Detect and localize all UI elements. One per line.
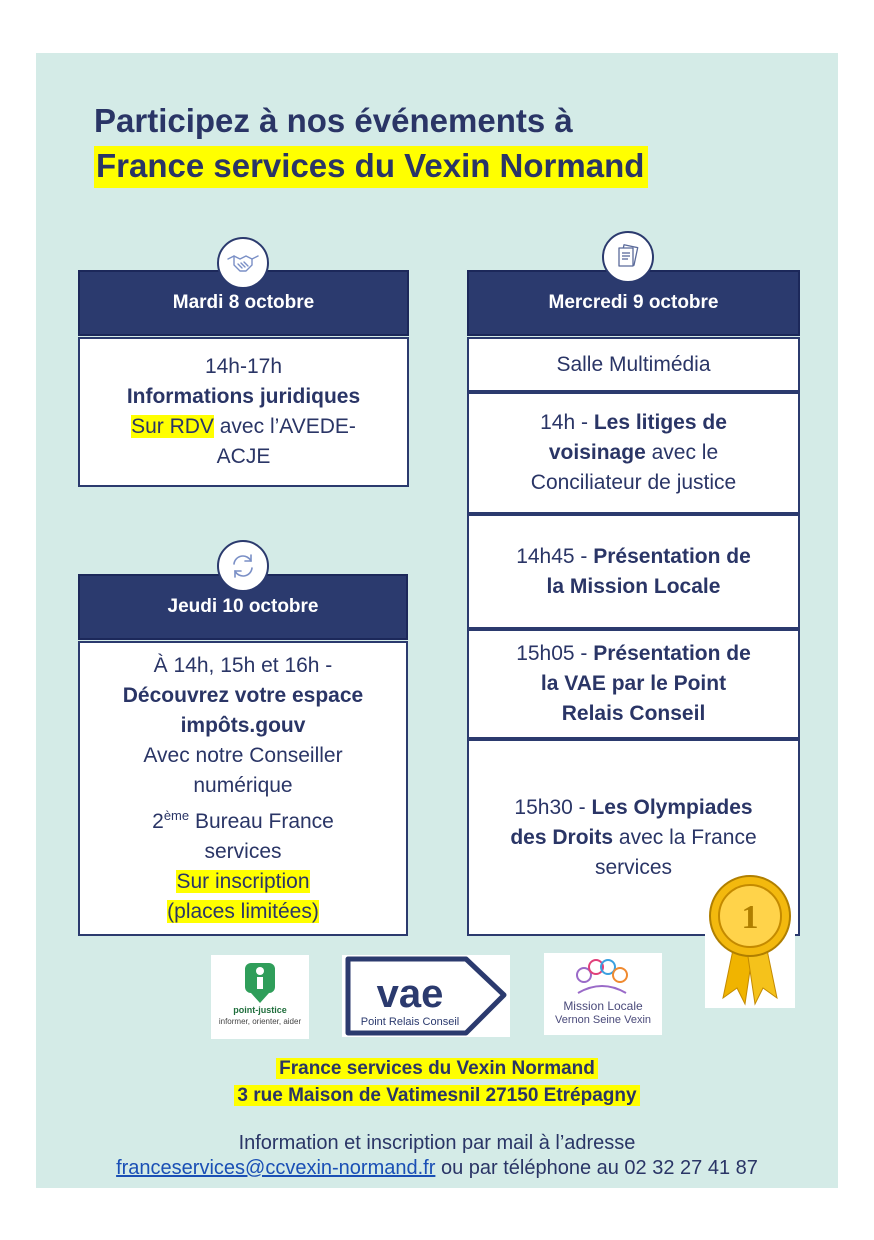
event-4-time: 15h30 - bbox=[514, 796, 592, 819]
footer-address-2-text: 3 rue Maison de Vatimesnil 27150 Etrépagny bbox=[234, 1085, 639, 1106]
page-title-line1: Participez à nos événements à bbox=[94, 102, 573, 139]
tuesday-with-line bbox=[131, 412, 356, 442]
mission-locale-line2: Vernon Seine Vexin bbox=[554, 1014, 652, 1026]
thursday-place-1 bbox=[152, 801, 334, 837]
event-4-line-1 bbox=[514, 793, 752, 823]
event-3-line-2: la VAE par le Point bbox=[540, 672, 727, 695]
tuesday-time: 14h-17h bbox=[204, 355, 283, 378]
thursday-with-1: Avec notre Conseiller bbox=[143, 743, 343, 767]
wednesday-event-3 bbox=[467, 629, 800, 739]
event-4-line-2 bbox=[510, 823, 756, 853]
tuesday-rdv-badge: Sur RDV bbox=[131, 415, 214, 438]
vae-subtitle: Point Relais Conseil bbox=[360, 1016, 460, 1028]
wednesday-event-2 bbox=[467, 514, 800, 629]
point-justice-logo bbox=[211, 955, 309, 1039]
event-4-rest-a: avec la France bbox=[613, 826, 757, 849]
event-1-line-1 bbox=[540, 408, 727, 438]
thursday-times: À 14h, 15h et 16h - bbox=[153, 653, 333, 677]
thursday-reg-2: (places limitées) bbox=[167, 899, 319, 923]
medal-icon bbox=[705, 870, 795, 1008]
thursday-topic-1: Découvrez votre espace bbox=[122, 683, 364, 707]
event-1-line-3: Conciliateur de justice bbox=[530, 471, 737, 494]
tuesday-with: avec l’AVEDE- bbox=[213, 415, 356, 438]
thursday-event-box bbox=[78, 641, 408, 936]
documents-icon bbox=[602, 231, 654, 283]
thursday-with-2: numérique bbox=[193, 773, 293, 797]
event-1-title-a: Les litiges de bbox=[593, 411, 727, 434]
thursday-reg-1: Sur inscription bbox=[176, 869, 310, 893]
point-justice-tagline: informer, orienter, aider bbox=[218, 1017, 302, 1026]
event-3-title-a: Présentation de bbox=[593, 642, 751, 665]
event-4-title-b: des Droits bbox=[510, 826, 614, 849]
footer-info: Information et inscription par mail à l’adresse bbox=[238, 1132, 636, 1154]
event-2-title-a: Présentation de bbox=[593, 544, 751, 568]
event-2-line-2: la Mission Locale bbox=[546, 574, 721, 598]
footer-address-2 bbox=[0, 1085, 874, 1107]
thursday-place-num: 2 bbox=[152, 809, 164, 833]
event-1-rest-a: avec le bbox=[645, 441, 719, 464]
wednesday-room: Salle Multimédia bbox=[556, 352, 711, 376]
event-2-line-1 bbox=[516, 542, 751, 572]
event-4-title-a: Les Olympiades bbox=[591, 796, 753, 819]
event-3-line-1 bbox=[516, 639, 751, 669]
wednesday-header-label: Mercredi 9 octobre bbox=[548, 292, 719, 313]
tuesday-event-box bbox=[78, 337, 409, 487]
medal-number: 1 bbox=[741, 899, 759, 936]
tuesday-org: ACJE bbox=[216, 445, 271, 468]
point-justice-name: point-justice bbox=[233, 1005, 287, 1015]
event-4-line-3: services bbox=[594, 856, 673, 879]
mission-locale-line1: Mission Locale bbox=[563, 999, 643, 1013]
vae-logo bbox=[342, 955, 510, 1037]
event-3-time: 15h05 - bbox=[516, 642, 594, 665]
event-1-line-2 bbox=[549, 438, 718, 468]
footer-contact bbox=[0, 1157, 874, 1180]
event-2-time: 14h45 - bbox=[516, 544, 594, 568]
footer-address-1-text: France services du Vexin Normand bbox=[276, 1058, 598, 1079]
footer-phone: ou par téléphone au 02 32 27 41 87 bbox=[435, 1157, 758, 1179]
thursday-place-sup: ème bbox=[163, 807, 190, 823]
page-title-line2: France services du Vexin Normand bbox=[94, 146, 648, 188]
email-link[interactable]: franceservices@ccvexin-normand.fr bbox=[116, 1157, 436, 1179]
refresh-icon bbox=[217, 540, 269, 592]
thursday-registration-2 bbox=[167, 897, 319, 927]
footer-address-1 bbox=[0, 1058, 874, 1080]
thursday-header-label: Jeudi 10 octobre bbox=[167, 596, 319, 617]
event-1-time: 14h - bbox=[540, 411, 594, 434]
event-1-title-b: voisinage bbox=[548, 441, 646, 464]
handshake-icon bbox=[217, 237, 269, 289]
mission-locale-logo bbox=[544, 953, 662, 1035]
tuesday-header-label: Mardi 8 octobre bbox=[172, 292, 315, 313]
thursday-topic-2: impôts.gouv bbox=[180, 713, 306, 737]
wednesday-room-box bbox=[467, 337, 800, 392]
vae-wordmark: vae bbox=[376, 972, 444, 1016]
thursday-place-2: services bbox=[204, 839, 282, 863]
wednesday-event-1 bbox=[467, 392, 800, 514]
event-3-line-3: Relais Conseil bbox=[561, 702, 706, 725]
thursday-registration bbox=[176, 867, 309, 897]
thursday-place-rest: Bureau France bbox=[189, 809, 334, 833]
tuesday-topic: Informations juridiques bbox=[126, 385, 361, 408]
